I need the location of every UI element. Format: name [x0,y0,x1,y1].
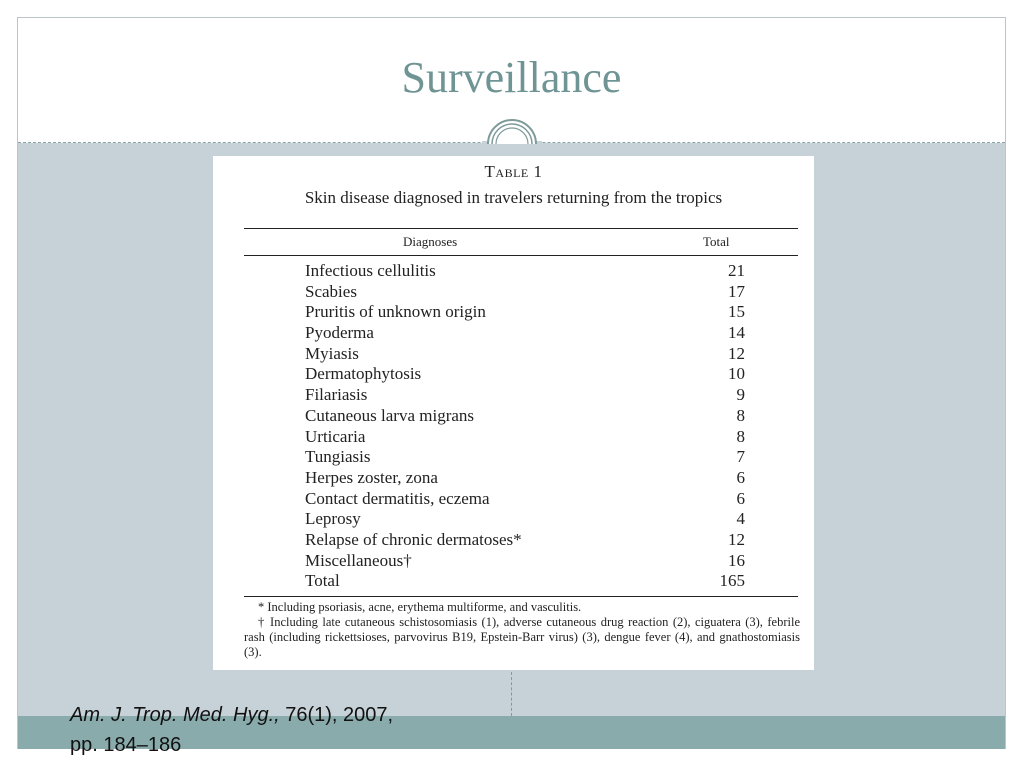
table-image [213,156,814,670]
table-row: Contact dermatitis, eczema 6 [305,488,745,508]
vertical-divider [511,672,512,716]
footnote-asterisk: * Including psoriasis, acne, erythema multiforme, and vasculitis. [258,600,582,614]
table-row: Leprosy 4 [305,509,745,529]
table-row: Pyoderma 14 [305,323,745,343]
table-row: Filariasis 9 [305,385,745,405]
table-row: Myiasis 12 [305,343,745,363]
citation-line-1 [70,700,393,730]
table-row: Relapse of chronic dermatoses* 12 [305,529,745,549]
citation-journal: Am. J. Trop. Med. Hyg., [70,704,280,726]
table-row: Herpes zoster, zona 6 [305,467,745,487]
citation-details: 76(1), 2007, [279,704,394,726]
table-row: Scabies 17 [305,281,745,301]
circle-ornament-icon [482,112,542,156]
table-row: Miscellaneous† 16 [305,550,745,570]
column-header-total: Total [703,234,730,249]
column-header-diagnoses: Diagnoses [403,234,458,249]
table-body [305,261,745,592]
table-row: Infectious cellulitis 21 [305,261,745,280]
table-bottom-rule [244,596,798,597]
table-row: Tungiasis 7 [305,447,745,467]
table-caption: Skin disease diagnosed in travelers returning from the tropics [304,188,723,207]
table-top-rule [244,228,798,229]
table-label: Table 1 [484,162,543,181]
citation [70,700,393,760]
table-footnotes [244,600,800,660]
table-row: Cutaneous larva migrans 8 [305,405,745,425]
table-row-total: Total 165 [305,571,745,591]
citation-pages: pp. 184–186 [70,734,182,756]
table-header-rule [244,255,798,256]
footnote-dagger: † Including late cutaneous schistosomiasis (1), adverse cutaneous drug reaction (2), ciguatera (3), febrile rash (including rickettsioses, parvovirus B19, Epstein-Barr virus) (3), dengue fever (4), and gnathostomiasis (3). [244,615,800,659]
slide-title: Surveillance [401,53,622,102]
table-row: Urticaria 8 [305,426,745,446]
table-row: Dermatophytosis 10 [305,364,745,384]
table-row: Pruritis of unknown origin 15 [305,302,745,322]
